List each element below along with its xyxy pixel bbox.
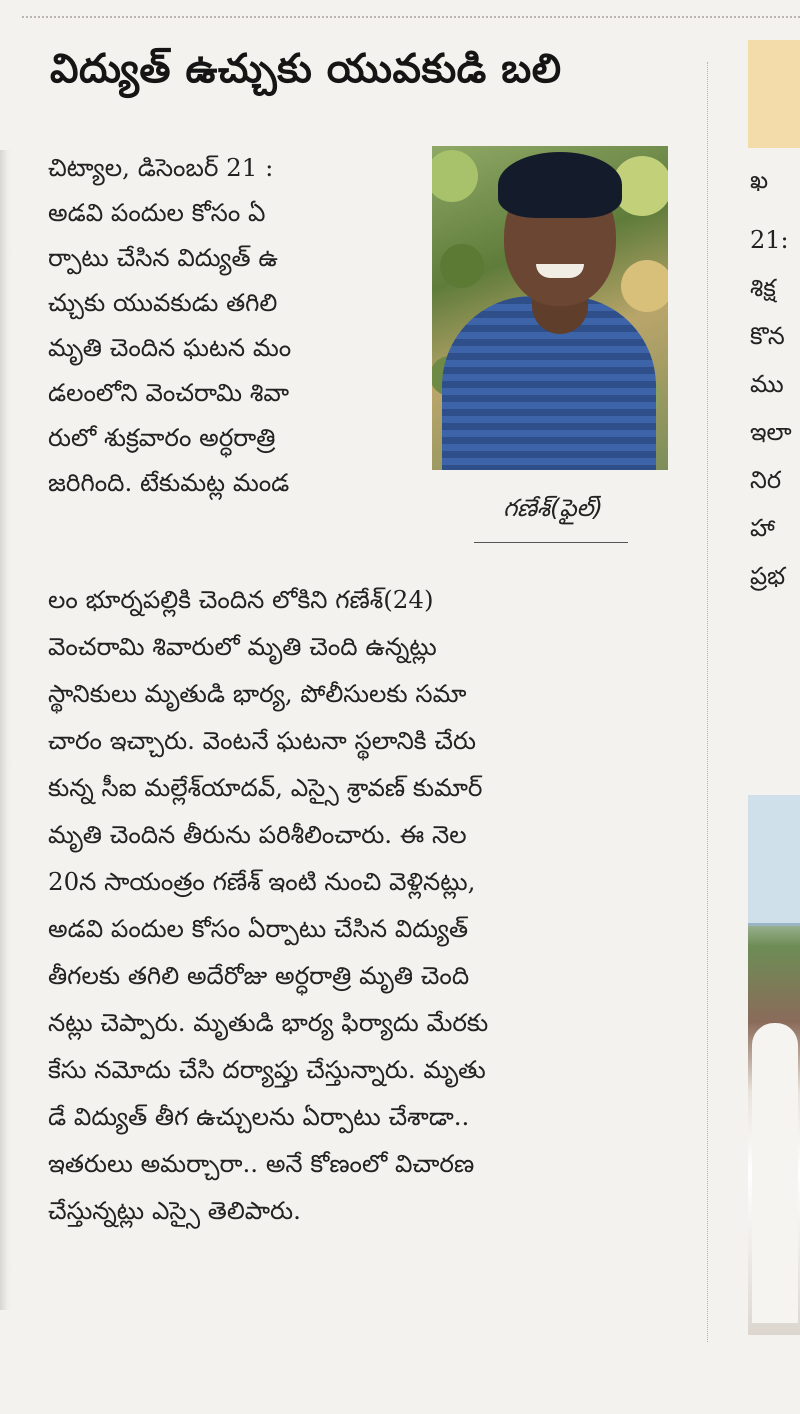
caption-underline [474,542,628,543]
adjacent-headline-box [748,40,800,148]
article-line: లం భూర్నపల్లికి చెందిన లోకిని గణేశ్(24) [48,585,434,614]
adjacent-photo [748,795,800,1335]
article-line: చేస్తున్నట్లు ఎస్సై తెలిపారు. [48,1196,301,1225]
adjacent-line: హా [750,514,775,542]
article-line: చారం ఇచ్చారు. వెంటనే ఘటనా స్థలానికి చేరు [48,726,476,755]
adjacent-line: కొన [750,322,785,350]
article-line: ర్పాటు చేసిన విద్యుత్ ఉ [48,243,278,272]
article-line: మృతి చెందిన తీరును పరిశీలించారు. ఈ నెల [48,820,467,849]
adjacent-line: 21: [750,226,789,254]
person-figure [752,1023,798,1323]
smile [536,264,584,278]
top-dotted-rule [22,16,800,18]
adjacent-line: ఖ [750,166,769,194]
adjacent-line: ఇలా [750,418,792,446]
banner [748,795,800,926]
column-divider [707,62,708,1342]
article-line: నట్లు చెప్పారు. మృతుడి భార్య ఫిర్యాదు మేరకు [48,1008,489,1037]
article-line: జరిగింది. టేకుమట్ల మండ [48,468,290,497]
adjacent-line: ప్రభ [750,562,786,590]
article-line: అడవి పందుల కోసం ఏ [48,198,266,227]
article-line: వెంచరామి శివారులో మృతి చెంది ఉన్నట్లు [48,632,437,661]
article-line: కేసు నమోదు చేసి దర్యాప్తు చేస్తున్నారు. మృతు [48,1055,486,1084]
article-line: ఇతరులు అమర్చారా.. అనే కోణంలో విచారణ [48,1149,475,1178]
article-line: చిట్యాల, డిసెంబర్ 21 : [48,153,274,182]
adjacent-line: శిక్ష [750,274,776,302]
victim-photo [432,146,668,470]
article-line: డే విద్యుత్ తీగ ఉచ్చులను ఏర్పాటు చేశాడా.. [48,1102,470,1131]
article-line: మృతి చెందిన ఘటన మం [48,333,292,362]
article-line: చ్చుకు యువకుడు తగిలి [48,288,278,317]
adjacent-line: ము [750,370,784,398]
hair [498,152,622,218]
page-fold-shadow [0,150,12,1310]
article-line: తీగలకు తగిలి అదేరోజు అర్ధరాత్రి మృతి చెంది [48,961,470,990]
article-headline: విద్యుత్ ఉచ్చుకు యువకుడి బలి [50,46,562,92]
article-line: 20న సాయంత్రం గణేశ్ ఇంటి నుంచి వెళ్లినట్లు, [48,867,476,896]
adjacent-line: నిర [750,466,782,494]
photo-caption: గణేశ్(ఫైల్) [503,494,603,522]
article-line: అడవి పందుల కోసం ఏర్పాటు చేసిన విద్యుత్ [48,914,469,943]
article-line: రులో శుక్రవారం అర్ధరాత్రి [48,423,276,452]
article-line: స్థానికులు మృతుడి భార్య, పోలీసులకు సమా [48,679,467,708]
article-line: డలంలోని వెంచరామి శివా [48,378,290,407]
article-line: కున్న సీఐ మల్లేశ్‌యాదవ్, ఎస్సై శ్రావణ్ కుమార్ [48,773,483,802]
